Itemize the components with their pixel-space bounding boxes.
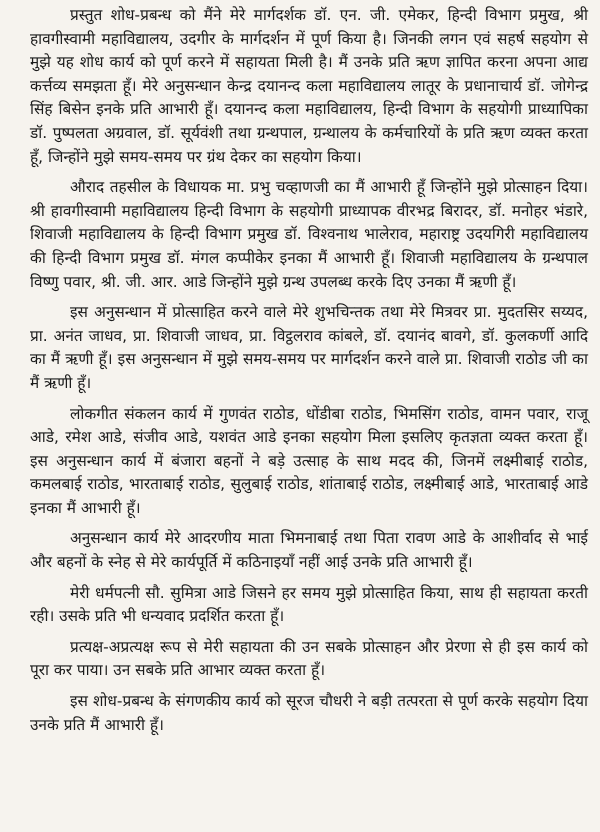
paragraph-guide-thanks: प्रस्तुत शोध-प्रबन्ध को मैंने मेरे मार्गदर्शक डॉ. एन. जी. एमेकर, हिन्दी विभाग प्रमुख, श्री हावगीस्वामी महाविद्यालय, उदगीर के मार्गदर्शन में पूर्ण किया है। जिनकी लगन एवं सहर्ष सहयोग से मुझे यह शोध कार्य को पूर्ण करने में सहायता मिली है। मैं उनके प्रति ऋण ज्ञापित करना अपना आद्य कर्त्तव्य समझता हूँ। मेरे अनुसन्धान केन्द्र दयानन्द कला महाविद्यालय लातूर के प्रधानाचार्य डॉ. जोगेन्द्र सिंह बिसेन इनके प्रति आभारी हूँ। दयानन्द कला महाविद्यालय, हिन्दी विभाग के सहयोगी प्राध्यापिका डॉ. पुष्पलता अग्रवाल, डॉ. सूर्यवंशी तथा ग्रन्थपाल, ग्रन्थालय के कर्मचारियों के प्रति ऋण व्यक्त करता हूँ, जिन्होंने मुझे समय-समय पर ग्रंथ देकर का सहयोग किया।: [30, 6, 588, 166]
paragraph-friends-thanks: इस अनुसन्धान में प्रोत्साहित करने वाले मेरे शुभचिन्तक तथा मेरे मित्रवर प्रा. मुदतसिर सय्यद, प्रा. अनंत जाधव, प्रा. शिवाजी जाधव, प्रा. विट्ठलराव कांबले, डॉ. दयानंद बावगे, डॉ. कुलकर्णी आदि का मैं ऋणी हूँ। इस अनुसन्धान में मुझे समय-समय पर मार्गदर्शन करने वाले प्रा. शिवाजी राठोड जी का मैं ऋणी हूँ।: [30, 303, 588, 392]
paragraph-typing-thanks: इस शोध-प्रबन्ध के संगणकीय कार्य को सूरज चौधरी ने बड़ी तत्परता से पूर्ण करके सहयोग दिया उनके प्रति मैं आभारी हूँ।: [30, 692, 588, 734]
paragraph-all-helpers-thanks: प्रत्यक्ष-अप्रत्यक्ष रूप से मेरी सहायता की उन सबके प्रोत्साहन और प्रेरणा से ही इस कार्य को पूरा कर पाया। उन सबके प्रति आभार व्यक्त करता हूँ।: [30, 637, 588, 680]
paragraph-folksong-collection-thanks: लोकगीत संकलन कार्य में गुणवंत राठोड, धोंडीबा राठोड, भिमसिंग राठोड, वामन पवार, राजू आडे, रमेश आडे, संजीव आडे, यशवंत आडे इनका सहयोग मिला इसलिए कृतज्ञता व्यक्त करता हूँ। इस अनुसन्धान कार्य में बंजारा बहनों ने बड़े उत्साह के साथ मदद की, जिनमें लक्ष्मीबाई राठोड, कमलबाई राठोड, भारताबाई राठोड, सुलुबाई राठोड, शांताबाई राठोड, लक्ष्मीबाई आडे, भारताबाई आडे इनका मैं आभारी हूँ।: [30, 404, 588, 517]
paragraph-mla-colleagues-thanks: औराद तहसील के विधायक मा. प्रभु चव्हाणजी का मैं आभारी हूँ जिन्होंने मुझे प्रोत्साहन दिया। श्री हावगीस्वामी महाविद्यालय हिन्दी विभाग के सहयोगी प्राध्यापक वीरभद्र बिरादर, डॉ. मनोहर भंडारे, शिवाजी महाविद्यालय के हिन्दी विभाग प्रमुख डॉ. विश्वनाथ भालेराव, महाराष्ट्र उदयगिरी महाविद्यालय की हिन्दी विभाग प्रमुख डॉ. मंगल कप्पीकेर इनका मैं आभारी हूँ। शिवाजी महाविद्यालय के ग्रन्थपाल विष्णु पवार, श्री. जी. आर. आडे जिन्होंने मुझे ग्रन्थ उपलब्ध करके दिए उनका मैं ऋणी हूँ।: [30, 178, 588, 291]
paragraph-wife-thanks: मेरी धर्मपत्नी सौ. सुमित्रा आडे जिसने हर समय मुझे प्रोत्साहित किया, साथ ही सहायता करती रही। उसके प्रति भी धन्यवाद प्रदर्शित करता हूँ।: [30, 583, 588, 626]
paragraph-parents-thanks: अनुसन्धान कार्य मेरे आदरणीय माता भिमनाबाई तथा पिता रावण आडे के आशीर्वाद से भाई और बहनों के स्नेह से मेरे कार्यपूर्ति में कठिनाइयाँ नहीं आई उनके प्रति आभारी हूँ।: [30, 529, 588, 572]
